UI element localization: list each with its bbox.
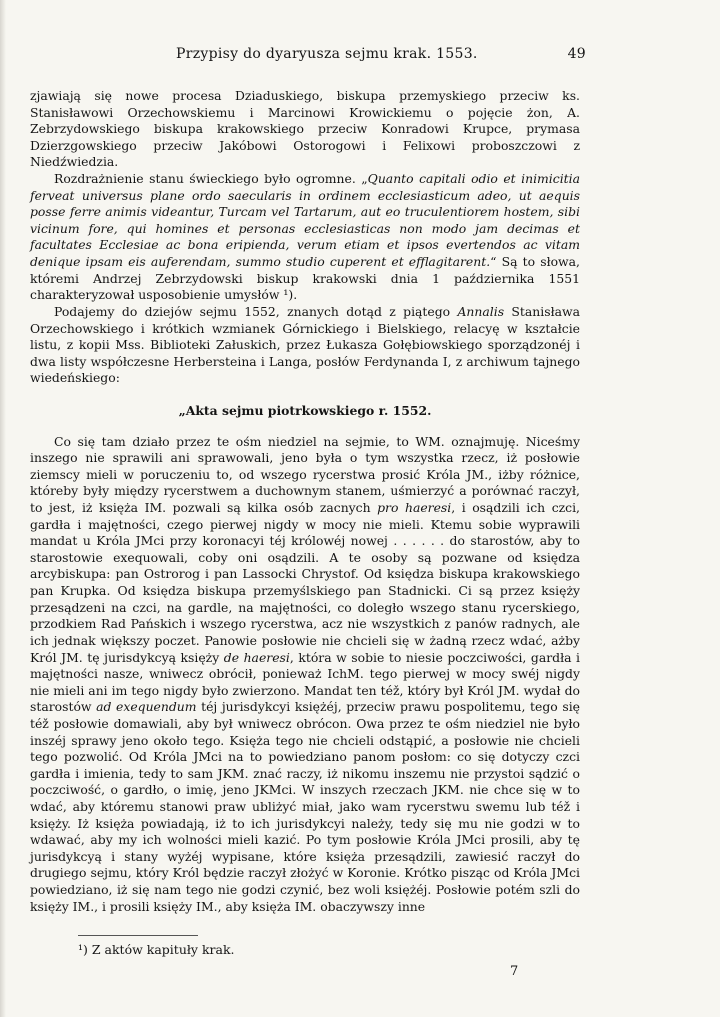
footnote: ¹) Z aktów kapituły krak. xyxy=(78,942,235,957)
paragraph-4-c: , która w sobie to niesie poczciwości, gardła i majętności nasze, wniwecz obrócił, ponieważ IchM. tego pierwej w mocy swéj nigdy nie mieli ani im tego nigdy było zwierzono. Mandat ten též, który był Król JM. wydał do starostów xyxy=(30,649,581,715)
signature-mark: 7 xyxy=(510,964,519,979)
paragraph-1: zjawiają się nowe procesa Dziaduskiego, biskupa przemyskiego przeciw ks. Stanisławowi Orzechowskiemu i Marcinowi Krowickiemu o pojęcie żon, A. Zebrzydowskiego biskupa krakowskiego przeciw Konradowi Krupce, prymasa Dzierzgowskiego przeciw Jakóbowi Ostorogowi i Felixowi proboszczowi z Niedźwiedzia. xyxy=(30,88,580,170)
running-title: Przypisy do dyaryusza sejmu krak. 1553. xyxy=(176,46,478,62)
section-heading: „Akta sejmu piotrkowskiego r. 1552. xyxy=(178,402,432,418)
paragraph-3-start: Podajemy do dziejów sejmu 1552, znanych dotąd z piątego xyxy=(54,303,458,319)
paragraph-3-end: Stanisława Orzechowskiego i krótkich wzmianek Górnickiego i Bielskiego, relacyę w kształcie listu, z kopii Mss. Biblioteki Załuskich, przez Łukasza Gołębiowskiego sporządzonéj i dwa listy współczesne Herbersteina i Langa, posłów Ferdynanda I, z archiwum tajnego wiedeńskiego: xyxy=(30,303,580,386)
paragraph-4 xyxy=(30,434,580,916)
ad-exequendum-italic: ad exequendum xyxy=(96,699,197,715)
footnote-rule xyxy=(78,935,198,936)
page-edge-shadow xyxy=(0,0,6,1017)
paragraph-2-start: Rozdrażnienie stanu świeckiego było ogromne. „ xyxy=(54,171,368,187)
document-page xyxy=(30,0,700,1017)
paragraph-2 xyxy=(30,171,580,304)
paragraph-3 xyxy=(30,304,580,387)
paragraph-4-a: Co się tam działo przez te ośm niedziel na sejmie, to WM. oznajmuję. Niceśmy inszego nie sprawili ani sprawowali, jeno była o tym wszystka rzecz, iż posłowie ziemscy mieli w poruczeniu to, od wszego rycerstwa prosić Króla JM., iżby różnice, któreby były między rycerstwem a duchownym stanem, uśmierzyć a porównać raczył, to jest, iż księża IM. pozwali są kilka osób zacnych xyxy=(30,433,580,516)
annalis-italic: Annalis xyxy=(457,303,505,319)
paragraph-4-d: téj jurisdykcyi księżéj, przeciw prawu pospolitemu, tego się též posłowie domawiali, aby był wniwecz obrócon. Owa przez te ośm niedziel nie było inszéj sprawy jeno około tego. Księża tego nie chcieli odstąpić, a posłowie nie chcieli tego pozwolić. Od Króla JMci na to powiedziano panom posłom: co się dotyczy czci gardła i imienia, tedy to sam JKM. znać raczy, iż nikomu inszemu nie przystoi sądzić o poczciwość, o gardło, o imię, jeno JKMci. W inszych rzeczach JKM. nie chce się w to wdać, aby któremu stanowi praw ubliżyć miał, jako wam rycerstwu swemu lub též i księży. Iż księża powiadają, iż to ich jurisdykcyi należy, tedy się mu nie godzi w to wdawać, aby my ich wolności mieli kazić. Po tym posłowie Króla JMci prosili, aby tę jurisdykcyą i stany wyżéj wypisane, które księża przesądzili, zawiesić raczył do drugiego sejmu, który Król będzie raczył złożyć w Koronie. Krótko pisząc od Króla JMci powiedziano, iż się nam tego nie godzi czynić, bez woli księżéj. Posłowie potém szli do księży IM., i prosili księży IM., aby księża IM. obaczywszy inne xyxy=(30,699,580,914)
pro-haeresi-italic: pro haeresi xyxy=(377,500,452,516)
page-number: 49 xyxy=(567,46,586,62)
main-text xyxy=(30,88,580,915)
paragraph-2-end: “ Są to słowa, któremi Andrzej Zebrzydowski biskup krakowski dnia 1 października 1551 charakteryzował usposobienie umysłów ¹). xyxy=(30,254,580,303)
latin-quote: Quanto capitali odio et inimicitia ferveat universus plane ordo saecularis in ordinem ecclesiasticum adeo, ut aequis posse ferre animis videantur, Turcam vel Tartarum, aut eo truculentiorem hostem, sibi vicinum fore, qui homines et personas ecclesiasticas non modo jam decimas et facultates Ecclesiae ac bona eripienda, verum etiam et ipsos evertendos ac vitam denique ipsam eis auferendam, summo studio cuperent et efflagitarent. xyxy=(30,171,580,270)
paragraph-4-b: , i osądzili ich czci, gardła i majętności, czego pierwej nigdy w mocy nie mieli. Ktemu sobie wyprawili mandat u Króla JMci przy koronacyi téj królowéj nowej . . . . . . do starostów, aby to starostowie exequowali, coby oni osądzili. A te osoby są pozwane od księdza arcybiskupa: pan Ostrorog i pan Lassocki Chrystof. Od księdza biskupa krakowskiego pan Krupka. Od księdza biskupa przemyślskiego pan Stadnicki. Ci są przez księży przesądzeni na czci, na gardle, na majętności, co doległo wszego stanu rycerskiego, przodkiem Rad Pańskich i wszego rycerstwa, acz nie wszystkich z panów radnych, ale ich jednak większy poczet. Panowie posłowie nie chcieli się w żadną rzecz wdać, ażby Król JM. tę jurisdykcyą księży xyxy=(30,500,581,665)
de-haeresi-italic: de haeresi xyxy=(223,649,290,665)
